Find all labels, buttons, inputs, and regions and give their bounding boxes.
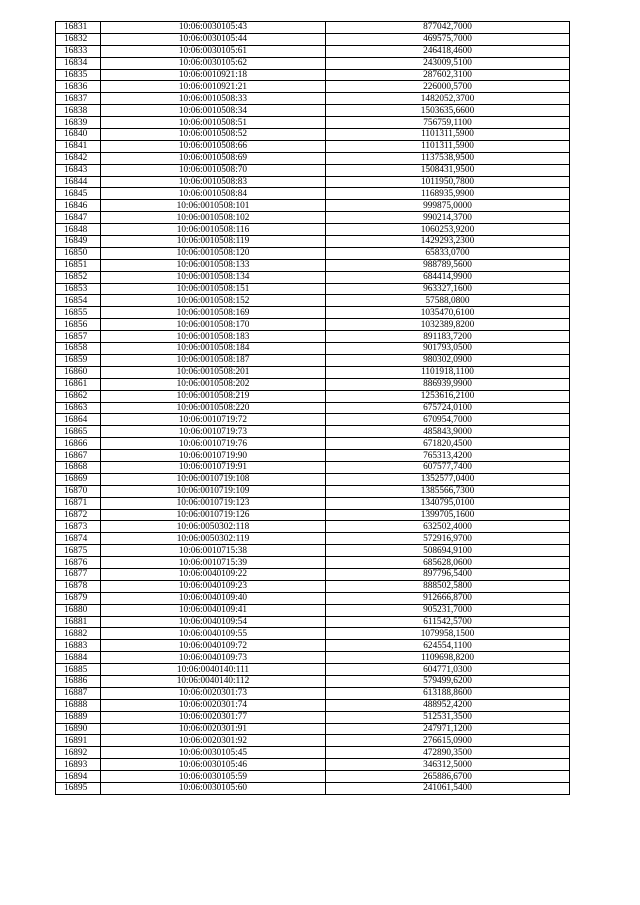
table-row	[56, 271, 570, 283]
table-row	[56, 259, 570, 271]
value-cell: 508694,9100	[326, 545, 570, 557]
cadastral-number-cell: 10:06:0030105:44	[101, 33, 326, 45]
value-cell: 579499,6200	[326, 675, 570, 687]
row-number-cell: 16834	[56, 57, 101, 69]
value-cell: 980302,0900	[326, 354, 570, 366]
table-row	[56, 723, 570, 735]
row-number-cell: 16876	[56, 557, 101, 569]
value-cell: 675724,0100	[326, 402, 570, 414]
value-cell: 1503635,6600	[326, 105, 570, 117]
table-body	[56, 22, 570, 795]
value-cell: 685628,0600	[326, 557, 570, 569]
cadastral-number-cell: 10:06:0010508:202	[101, 378, 326, 390]
cadastral-number-cell: 10:06:0010508:120	[101, 247, 326, 259]
value-cell: 246418,4600	[326, 45, 570, 57]
table-row	[56, 81, 570, 93]
value-cell: 604771,0300	[326, 664, 570, 676]
table-row	[56, 33, 570, 45]
value-cell: 1101311,5900	[326, 129, 570, 141]
row-number-cell: 16858	[56, 343, 101, 355]
row-number-cell: 16867	[56, 450, 101, 462]
row-number-cell: 16856	[56, 319, 101, 331]
cadastral-number-cell: 10:06:0010508:201	[101, 366, 326, 378]
cadastral-number-cell: 10:06:0010508:219	[101, 390, 326, 402]
cadastral-number-cell: 10:06:0010719:76	[101, 438, 326, 450]
cadastral-number-cell: 10:06:0040109:72	[101, 640, 326, 652]
table-row	[56, 224, 570, 236]
row-number-cell: 16864	[56, 414, 101, 426]
table-row	[56, 640, 570, 652]
cadastral-number-cell: 10:06:0050302:118	[101, 521, 326, 533]
value-cell: 888502,5800	[326, 580, 570, 592]
table-row	[56, 129, 570, 141]
value-cell: 988789,5600	[326, 259, 570, 271]
table-row	[56, 735, 570, 747]
value-cell: 276615,0900	[326, 735, 570, 747]
table-row	[56, 604, 570, 616]
value-cell: 877042,7000	[326, 22, 570, 34]
value-cell: 241061,5400	[326, 783, 570, 795]
cadastral-number-cell: 10:06:0010719:108	[101, 473, 326, 485]
cadastral-number-cell: 10:06:0010508:183	[101, 331, 326, 343]
value-cell: 1101311,5900	[326, 140, 570, 152]
value-cell: 1032389,8200	[326, 319, 570, 331]
cadastral-number-cell: 10:06:0010921:21	[101, 81, 326, 93]
table-row	[56, 247, 570, 259]
value-cell: 886939,9900	[326, 378, 570, 390]
cadastral-number-cell: 10:06:0040140:112	[101, 675, 326, 687]
cadastral-number-cell: 10:06:0010719:123	[101, 497, 326, 509]
table-row	[56, 140, 570, 152]
cadastral-number-cell: 10:06:0010508:170	[101, 319, 326, 331]
row-number-cell: 16879	[56, 592, 101, 604]
value-cell: 472890,3500	[326, 747, 570, 759]
cadastral-number-cell: 10:06:0040109:40	[101, 592, 326, 604]
row-number-cell: 16839	[56, 117, 101, 129]
table-row	[56, 152, 570, 164]
row-number-cell: 16894	[56, 771, 101, 783]
value-cell: 684414,9900	[326, 271, 570, 283]
row-number-cell: 16836	[56, 81, 101, 93]
table-row	[56, 45, 570, 57]
cadastral-number-cell: 10:06:0010508:169	[101, 307, 326, 319]
table-row	[56, 414, 570, 426]
table-row	[56, 200, 570, 212]
value-cell: 891183,7200	[326, 331, 570, 343]
table-row	[56, 69, 570, 81]
table-row	[56, 93, 570, 105]
cadastral-number-cell: 10:06:0010508:52	[101, 129, 326, 141]
table-row	[56, 319, 570, 331]
value-cell: 963327,1600	[326, 283, 570, 295]
cadastral-number-cell: 10:06:0010921:18	[101, 69, 326, 81]
row-number-cell: 16866	[56, 438, 101, 450]
value-cell: 1101918,1100	[326, 366, 570, 378]
value-cell: 1060253,9200	[326, 224, 570, 236]
table-row	[56, 687, 570, 699]
table-row	[56, 675, 570, 687]
table-row	[56, 117, 570, 129]
row-number-cell: 16848	[56, 224, 101, 236]
cadastral-number-cell: 10:06:0010508:69	[101, 152, 326, 164]
row-number-cell: 16888	[56, 699, 101, 711]
value-cell: 469575,7000	[326, 33, 570, 45]
row-number-cell: 16847	[56, 212, 101, 224]
cadastral-number-cell: 10:06:0010719:126	[101, 509, 326, 521]
table-row	[56, 699, 570, 711]
row-number-cell: 16832	[56, 33, 101, 45]
cadastral-number-cell: 10:06:0030105:60	[101, 783, 326, 795]
cadastral-number-cell: 10:06:0010719:73	[101, 426, 326, 438]
row-number-cell: 16835	[56, 69, 101, 81]
cadastral-number-cell: 10:06:0040109:73	[101, 652, 326, 664]
cadastral-number-cell: 10:06:0010508:133	[101, 259, 326, 271]
cadastral-number-cell: 10:06:0020301:74	[101, 699, 326, 711]
value-cell: 905231,7000	[326, 604, 570, 616]
table-row	[56, 711, 570, 723]
table-row	[56, 378, 570, 390]
row-number-cell: 16840	[56, 129, 101, 141]
value-cell: 226000,5700	[326, 81, 570, 93]
cadastral-number-cell: 10:06:0010719:72	[101, 414, 326, 426]
value-cell: 1011950,7800	[326, 176, 570, 188]
value-cell: 265886,6700	[326, 771, 570, 783]
table-row	[56, 390, 570, 402]
row-number-cell: 16855	[56, 307, 101, 319]
value-cell: 1385566,7300	[326, 485, 570, 497]
table-row	[56, 295, 570, 307]
row-number-cell: 16854	[56, 295, 101, 307]
cadastral-number-cell: 10:06:0020301:91	[101, 723, 326, 735]
cadastral-number-cell: 10:06:0040109:23	[101, 580, 326, 592]
row-number-cell: 16851	[56, 259, 101, 271]
table-row	[56, 176, 570, 188]
row-number-cell: 16886	[56, 675, 101, 687]
row-number-cell: 16859	[56, 354, 101, 366]
cadastral-number-cell: 10:06:0010719:109	[101, 485, 326, 497]
cadastral-number-cell: 10:06:0010715:38	[101, 545, 326, 557]
value-cell: 901793,0500	[326, 343, 570, 355]
cadastral-number-cell: 10:06:0030105:62	[101, 57, 326, 69]
cadastral-number-cell: 10:06:0010508:119	[101, 236, 326, 248]
row-number-cell: 16874	[56, 533, 101, 545]
table-row	[56, 592, 570, 604]
row-number-cell: 16887	[56, 687, 101, 699]
cadastral-number-cell: 10:06:0040109:54	[101, 616, 326, 628]
row-number-cell: 16890	[56, 723, 101, 735]
value-cell: 1035470,6100	[326, 307, 570, 319]
row-number-cell: 16871	[56, 497, 101, 509]
cadastral-number-cell: 10:06:0010508:83	[101, 176, 326, 188]
cadastral-number-cell: 10:06:0010508:152	[101, 295, 326, 307]
table-row	[56, 628, 570, 640]
value-cell: 485843,9000	[326, 426, 570, 438]
row-number-cell: 16875	[56, 545, 101, 557]
row-number-cell: 16842	[56, 152, 101, 164]
row-number-cell: 16878	[56, 580, 101, 592]
table-row	[56, 164, 570, 176]
row-number-cell: 16862	[56, 390, 101, 402]
row-number-cell: 16889	[56, 711, 101, 723]
cadastral-number-cell: 10:06:0010508:116	[101, 224, 326, 236]
value-cell: 1399705,1600	[326, 509, 570, 521]
table-row	[56, 426, 570, 438]
value-cell: 1352577,0400	[326, 473, 570, 485]
value-cell: 1429293,2300	[326, 236, 570, 248]
cadastral-number-cell: 10:06:0010719:90	[101, 450, 326, 462]
value-cell: 670954,7000	[326, 414, 570, 426]
row-number-cell: 16841	[56, 140, 101, 152]
table-row	[56, 343, 570, 355]
row-number-cell: 16883	[56, 640, 101, 652]
row-number-cell: 16885	[56, 664, 101, 676]
value-cell: 624554,1100	[326, 640, 570, 652]
value-cell: 346312,5000	[326, 759, 570, 771]
value-cell: 632502,4000	[326, 521, 570, 533]
row-number-cell: 16849	[56, 236, 101, 248]
value-cell: 572916,9700	[326, 533, 570, 545]
table-row	[56, 212, 570, 224]
cadastral-number-cell: 10:06:0030105:43	[101, 22, 326, 34]
table-row	[56, 497, 570, 509]
value-cell: 765313,4200	[326, 450, 570, 462]
value-cell: 1482052,3700	[326, 93, 570, 105]
value-cell: 247971,1200	[326, 723, 570, 735]
value-cell: 613188,8600	[326, 687, 570, 699]
value-cell: 1079958,1500	[326, 628, 570, 640]
table-row	[56, 485, 570, 497]
cadastral-number-cell: 10:06:0010715:39	[101, 557, 326, 569]
cadastral-number-cell: 10:06:0010508:187	[101, 354, 326, 366]
row-number-cell: 16843	[56, 164, 101, 176]
value-cell: 512531,3500	[326, 711, 570, 723]
table-row	[56, 402, 570, 414]
row-number-cell: 16857	[56, 331, 101, 343]
row-number-cell: 16893	[56, 759, 101, 771]
value-cell: 1508431,9500	[326, 164, 570, 176]
row-number-cell: 16852	[56, 271, 101, 283]
value-cell: 756759,1100	[326, 117, 570, 129]
row-number-cell: 16881	[56, 616, 101, 628]
row-number-cell: 16861	[56, 378, 101, 390]
table-row	[56, 461, 570, 473]
row-number-cell: 16853	[56, 283, 101, 295]
value-cell: 990214,3700	[326, 212, 570, 224]
table-row	[56, 545, 570, 557]
cadastral-number-cell: 10:06:0010508:220	[101, 402, 326, 414]
value-cell: 607577,7400	[326, 461, 570, 473]
table-row	[56, 450, 570, 462]
cadastral-number-cell: 10:06:0010508:84	[101, 188, 326, 200]
table-row	[56, 22, 570, 34]
cadastral-number-cell: 10:06:0040109:22	[101, 568, 326, 580]
cadastral-number-cell: 10:06:0030105:46	[101, 759, 326, 771]
cadastral-number-cell: 10:06:0040140:111	[101, 664, 326, 676]
row-number-cell: 16865	[56, 426, 101, 438]
table-row	[56, 307, 570, 319]
value-cell: 897796,5400	[326, 568, 570, 580]
table-row	[56, 438, 570, 450]
table-row	[56, 188, 570, 200]
table-row	[56, 759, 570, 771]
cadastral-number-cell: 10:06:0020301:73	[101, 687, 326, 699]
row-number-cell: 16892	[56, 747, 101, 759]
row-number-cell: 16880	[56, 604, 101, 616]
cadastral-number-cell: 10:06:0010508:51	[101, 117, 326, 129]
value-cell: 57588,0800	[326, 295, 570, 307]
cadastral-number-cell: 10:06:0040109:55	[101, 628, 326, 640]
table-row	[56, 57, 570, 69]
row-number-cell: 16846	[56, 200, 101, 212]
row-number-cell: 16845	[56, 188, 101, 200]
row-number-cell: 16891	[56, 735, 101, 747]
cadastral-number-cell: 10:06:0010508:34	[101, 105, 326, 117]
row-number-cell: 16872	[56, 509, 101, 521]
row-number-cell: 16833	[56, 45, 101, 57]
value-cell: 1253616,2100	[326, 390, 570, 402]
table-row	[56, 747, 570, 759]
value-cell: 611542,5700	[326, 616, 570, 628]
value-cell: 1340795,0100	[326, 497, 570, 509]
table-row	[56, 771, 570, 783]
table-row	[56, 568, 570, 580]
cadastral-number-cell: 10:06:0030105:59	[101, 771, 326, 783]
row-number-cell: 16869	[56, 473, 101, 485]
cadastral-number-cell: 10:06:0030105:61	[101, 45, 326, 57]
cadastral-number-cell: 10:06:0010508:33	[101, 93, 326, 105]
table-row	[56, 557, 570, 569]
value-cell: 243009,5100	[326, 57, 570, 69]
value-cell: 1109698,8200	[326, 652, 570, 664]
row-number-cell: 16882	[56, 628, 101, 640]
row-number-cell: 16850	[56, 247, 101, 259]
table-row	[56, 283, 570, 295]
value-cell: 287602,3100	[326, 69, 570, 81]
cadastral-number-cell: 10:06:0010508:184	[101, 343, 326, 355]
row-number-cell: 16884	[56, 652, 101, 664]
row-number-cell: 16837	[56, 93, 101, 105]
cadastral-number-cell: 10:06:0050302:119	[101, 533, 326, 545]
value-cell: 65833,0700	[326, 247, 570, 259]
row-number-cell: 16860	[56, 366, 101, 378]
cadastral-number-cell: 10:06:0010508:70	[101, 164, 326, 176]
value-cell: 671820,4500	[326, 438, 570, 450]
cadastral-number-cell: 10:06:0010508:134	[101, 271, 326, 283]
cadastral-number-cell: 10:06:0010508:151	[101, 283, 326, 295]
table-row	[56, 580, 570, 592]
table-row	[56, 521, 570, 533]
cadastral-number-cell: 10:06:0010508:102	[101, 212, 326, 224]
cadastral-number-cell: 10:06:0020301:92	[101, 735, 326, 747]
table-row	[56, 783, 570, 795]
table-row	[56, 366, 570, 378]
value-cell: 912666,8700	[326, 592, 570, 604]
table-row	[56, 105, 570, 117]
value-cell: 1137538,9500	[326, 152, 570, 164]
row-number-cell: 16838	[56, 105, 101, 117]
table-row	[56, 331, 570, 343]
table-row	[56, 616, 570, 628]
table-row	[56, 354, 570, 366]
row-number-cell: 16877	[56, 568, 101, 580]
row-number-cell: 16895	[56, 783, 101, 795]
row-number-cell: 16831	[56, 22, 101, 34]
cadastral-number-cell: 10:06:0010508:101	[101, 200, 326, 212]
row-number-cell: 16868	[56, 461, 101, 473]
table-row	[56, 533, 570, 545]
cadastral-number-cell: 10:06:0030105:45	[101, 747, 326, 759]
table-row	[56, 236, 570, 248]
cadastral-number-cell: 10:06:0010719:91	[101, 461, 326, 473]
value-cell: 1168935,9900	[326, 188, 570, 200]
cadastral-number-cell: 10:06:0010508:66	[101, 140, 326, 152]
row-number-cell: 16873	[56, 521, 101, 533]
row-number-cell: 16870	[56, 485, 101, 497]
table-row	[56, 509, 570, 521]
value-cell: 488952,4200	[326, 699, 570, 711]
table-row	[56, 473, 570, 485]
table-row	[56, 652, 570, 664]
value-cell: 999875,0000	[326, 200, 570, 212]
table-row	[56, 664, 570, 676]
row-number-cell: 16844	[56, 176, 101, 188]
cadastral-value-table	[55, 21, 570, 795]
cadastral-number-cell: 10:06:0040109:41	[101, 604, 326, 616]
cadastral-number-cell: 10:06:0020301:77	[101, 711, 326, 723]
row-number-cell: 16863	[56, 402, 101, 414]
